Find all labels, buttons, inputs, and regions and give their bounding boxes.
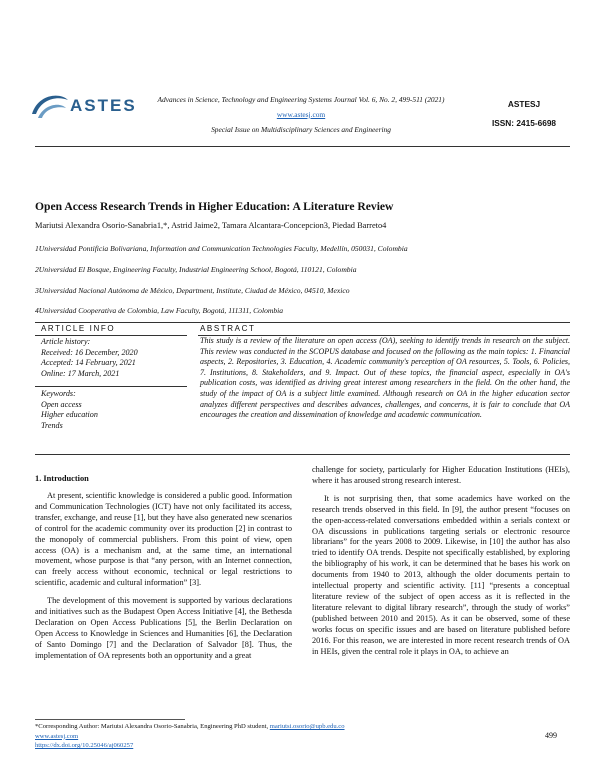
keywords-block: [41, 389, 98, 431]
accepted-date: Accepted: 14 February, 2021: [41, 358, 136, 368]
page-number: 499: [545, 731, 557, 740]
abstract-bottom-rule: [35, 454, 570, 455]
info-top-rule: [35, 322, 570, 323]
article-history: [41, 337, 138, 379]
author-list: Mariutsi Alexandra Osorio-Sanabria1,*, Astrid Jaime2, Tamara Alcantara-Concepcion3, Piedad Barreto4: [35, 221, 387, 230]
abstract-heading: ABSTRACT: [200, 324, 256, 333]
corresponding-author-note: [35, 722, 345, 732]
online-date: Online: 17 March, 2021: [41, 368, 120, 378]
journal-url-link[interactable]: www.astesj.com: [276, 110, 326, 119]
right-column: [312, 465, 570, 657]
corresponding-text: *Corresponding Author: Mariutsi Alexandra Osorio-Sanabria, Engineering PhD student,: [35, 723, 270, 730]
received-date: Received: 16 December, 2020: [41, 347, 138, 357]
abstract-text: This study is a review of the literature on open access (OA), seeking to identify trends in research on the subject. This review was conducted in the SCOPUS database and focused on the following as the main topics: 1. Financial aspects, 2. Repositories, 3. Education, 4. Academic community's perception of OA resources, 5. Tools, 6. Policies, 7. Institutions, 8. Stakeholders, and 9. Impact. Out of these topics, the financial aspect, especially in OA's publication costs, was identified as driving great interest among researchers in the field. On the other hand, the study of the impact of OA is a subject little examined. Although research on OA in the higher education sector analyzes different perspectives and describes advances, challenges, and concerns, it is fair to conclude that OA encourages the creation and dissemination of knowledge and academic communication.: [200, 336, 570, 420]
affiliation-1: 1Universidad Pontificia Bolivariana, Information and Communication Technologies Faculty, Medellín, 050031, Colombia: [35, 244, 408, 253]
doi-link[interactable]: https://dx.doi.org/10.25046/aj060257: [35, 742, 134, 750]
footnote-rule: [35, 719, 185, 720]
section-heading-introduction: 1. Introduction: [35, 474, 89, 483]
swoosh-icon: [30, 88, 70, 124]
body-paragraph: The development of this movement is supported by various declarations and initiatives such as the Budapest Open Access Initiative [4], the Bethesda Declaration on Open Access Publications [5], the Berlin Declaration on Open Access to Knowledge in Sciences and Humanities [6], the Declaration of Santo Domingo [7] and the Declaration of Salvador [8]. Thus, the implementation of OA represents both an opportunity and a great: [35, 596, 292, 660]
left-column: [35, 491, 292, 662]
keywords-rule: [35, 386, 187, 387]
keywords-label: Keywords:: [41, 389, 76, 398]
author-email-link[interactable]: mariutsi.osorio@upb.edu.co: [269, 723, 345, 730]
info-head-rule: [35, 335, 187, 336]
journal-abbr: ASTESJ: [507, 99, 541, 109]
keyword-item: Trends: [41, 420, 63, 430]
body-paragraph: At present, scientific knowledge is considered a public good. Information and Communication Technologies (ICT) have not only facilitated its access, transfer, exchange, and reuse [1], but they have also generated new scenarios of control for the academic community over its production [2] in contrast to the monopoly of commercial publishers. From this point of view, open access (OA) is a mechanism and, at the same time, an international movement, whose purpose is that “any person, with an Internet connection, can freely access without economic, technical or legal restrictions to scientific, academic and cultural information” [3].: [35, 491, 292, 588]
affiliation-3: 3Universidad Nacional Autónoma de México, Department, Institute, Ciudad de México, 04510, Mexico: [35, 286, 350, 295]
header-divider: [35, 146, 570, 147]
special-issue: Special Issue on Multidisciplinary Sciences and Engineering: [211, 125, 391, 134]
paper-title: Open Access Research Trends in Higher Education: A Literature Review: [35, 200, 394, 213]
site-url-link[interactable]: www.astesj.com: [35, 732, 79, 740]
keyword-item: Higher education: [41, 410, 98, 420]
journal-line: Advances in Science, Technology and Engineering Systems Journal Vol. 6, No. 2, 499-511 (2021): [157, 95, 445, 104]
issn: ISSN: 2415-6698: [491, 118, 557, 128]
article-info-heading: ARTICLE INFO: [41, 324, 116, 333]
affiliation-2: 2Universidad El Bosque, Engineering Faculty, Industrial Engineering School, Bogotá, 110121, Colombia: [35, 265, 357, 274]
journal-id-box: [478, 95, 570, 133]
affiliation-4: 4Universidad Cooperativa de Colombia, Law Faculty, Bogotá, 111311, Colombia: [35, 306, 284, 315]
keyword-item: Open access: [41, 399, 82, 409]
body-paragraph: It is not surprising then, that some academics have worked on the research trends observed in this field. In [9], the author present “focuses on the open-access-related conversations embedded within a serials context or OA discussions in publications targeting serials or electronic resource librarians” for the years 2008 to 2009. Likewise, in [10] the author has also tried to identify OA trends. Despite not specifically established, by exploring the bibliography of his work, it can be determined that he bases his work on documents from 1940 to 2013, although the older documents pertain to intellectual property and scientific activity. [11] “presents a conceptual literature review of the subject of open access as it is reflected in the literature relevant to digital library research”, through the study of works” (published between 2010 and 2015). As it can be observed, some of these works focus on specific issues and are based on literature published before 2016. For this reason, we are interested in more recent research trends of OA in HEIs, given the central role it plays in OA, to achieve an: [312, 493, 570, 656]
logo-text: ASTES: [70, 96, 137, 115]
footnote: [35, 722, 345, 751]
body-paragraph: challenge for society, particularly for Higher Education Institutions (HEIs), where it has aroused strong research interest.: [312, 465, 570, 485]
journal-header: [138, 94, 464, 135]
history-label: Article history:: [41, 337, 91, 346]
